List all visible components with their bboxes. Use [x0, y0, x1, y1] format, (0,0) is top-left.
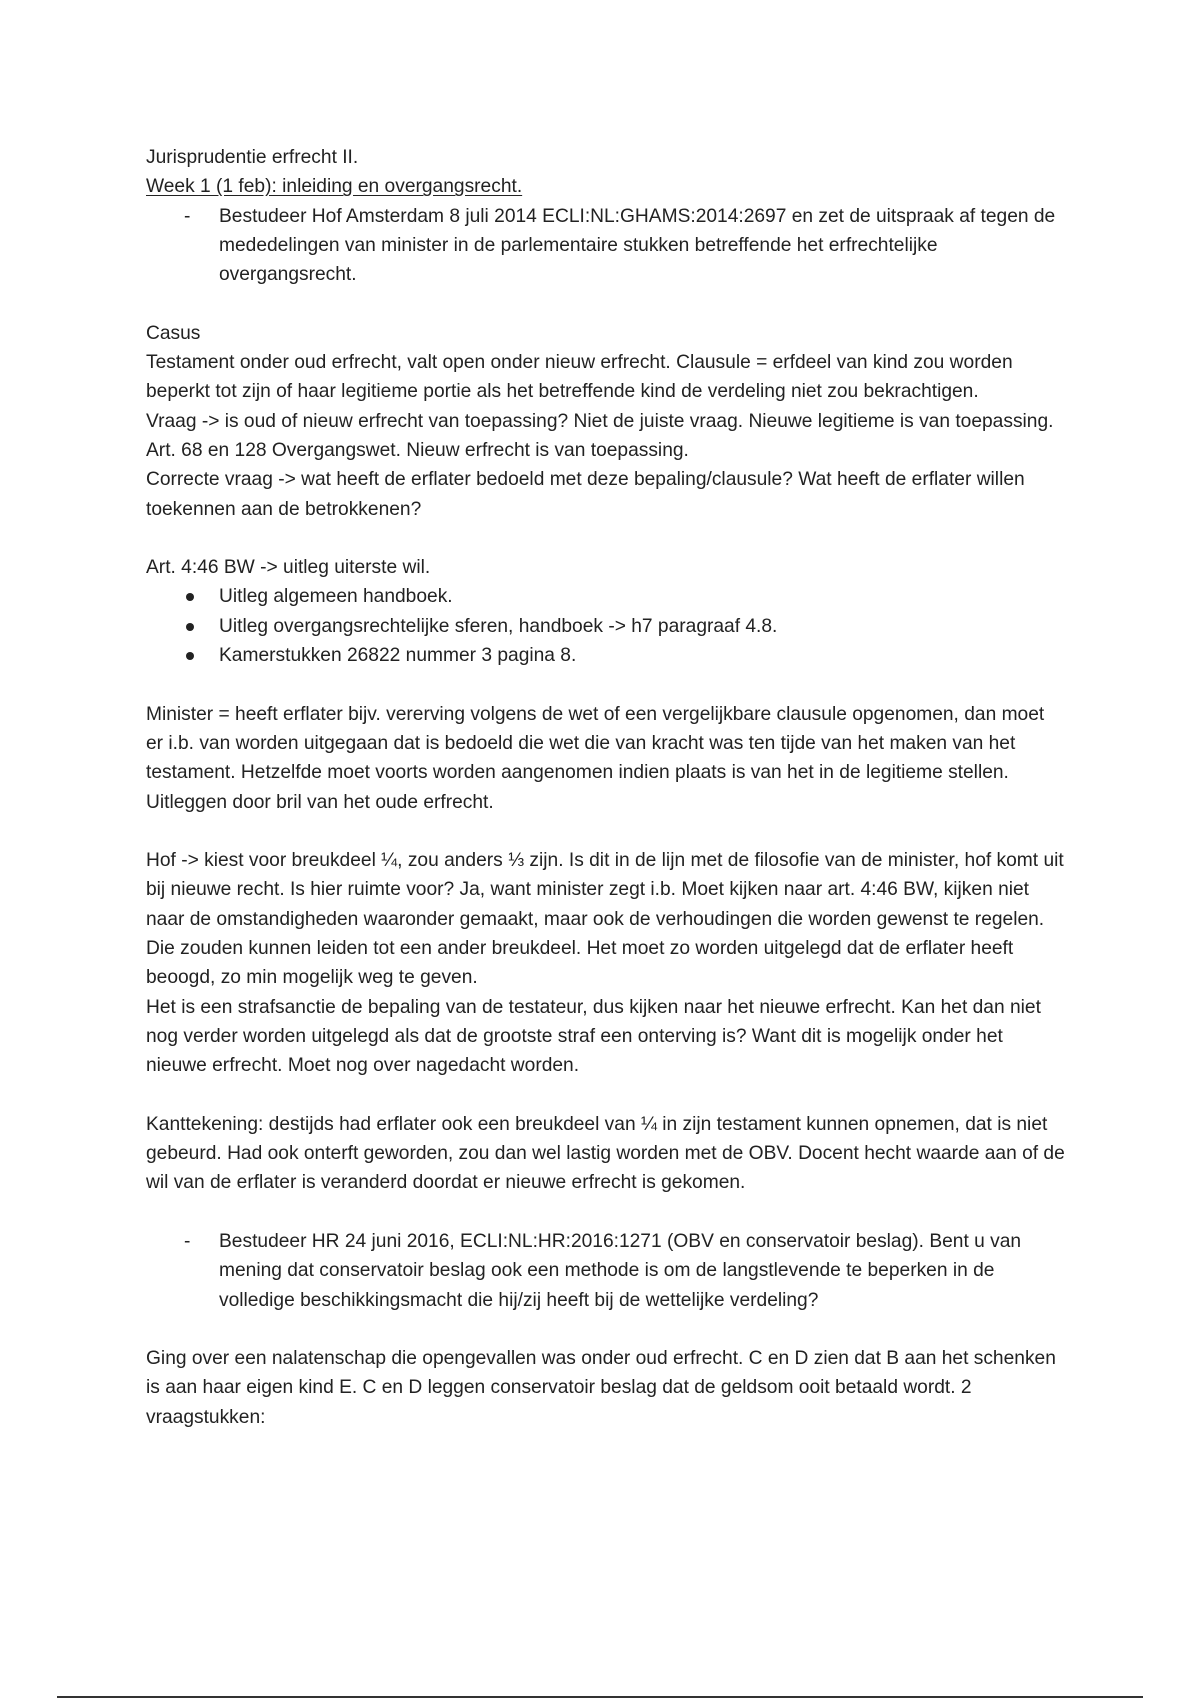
dash-marker: -: [184, 1230, 191, 1252]
spacer: [146, 817, 1066, 846]
spacer: [146, 670, 1066, 699]
bullet-text: Uitleg algemeen handboek.: [219, 586, 453, 608]
article-heading: Art. 4:46 BW -> uitleg uiterste wil.: [146, 557, 431, 579]
page-bottom-rule: [57, 1696, 1143, 1698]
task-text-1: Bestudeer Hof Amsterdam 8 juli 2014 ECLI:NL:GHAMS:2014:2697 en zet de uitspraak af tegen de mededelingen van minister in de parlementaire stukken betreffende het erfrechtelijke overgangsrecht.: [219, 205, 1056, 286]
bullet-item: [146, 582, 1066, 611]
document-title: Jurisprudentie erfrecht II.: [146, 147, 359, 168]
correcte-vraag-paragraph: Correcte vraag -> wat heeft de erflater bedoeld met deze bepaling/clausule? Wat heeft de erflater willen toekennen aan de betrokkenen?: [146, 469, 1025, 520]
spacer: [146, 1081, 1066, 1110]
bullet-item: [146, 612, 1066, 641]
spacer: [146, 1198, 1066, 1227]
task-text-2: Bestudeer HR 24 juni 2016, ECLI:NL:HR:2016:1271 (OBV en conservatoir beslag). Bent u van mening dat conservatoir beslag ook een methode is om de langstlevende te beperken in de volledige beschikkingsmacht die hij/zij heeft bij de wettelijke verdeling?: [219, 1230, 1022, 1311]
document-page: [146, 143, 1066, 1432]
nalatenschap-paragraph: Ging over een nalatenschap die opengevallen was onder oud erfrecht. C en D zien dat B aan het schenken is aan haar eigen kind E. C en D leggen conservatoir beslag dat de geldsom ooit betaald wordt. 2 vraagstukken:: [146, 1348, 1056, 1428]
bullet-text: Kamerstukken 26822 nummer 3 pagina 8.: [219, 645, 577, 667]
casus-paragraph: Testament onder oud erfrecht, valt open onder nieuw erfrecht. Clausule = erfdeel van kind zou worden beperkt tot zijn of haar legitieme portie als het betreffende kind de verdeling niet zou bekrachtigen.: [146, 352, 1013, 403]
spacer: [146, 1315, 1066, 1344]
bullet-text: Uitleg overgangsrechtelijke sferen, handboek -> h7 paragraaf 4.8.: [219, 615, 778, 637]
strafsanctie-paragraph: Het is een strafsanctie de bepaling van de testateur, dus kijken naar het nieuwe erfrecht. Kan het dan niet nog verder worden uitgelegd als dat de grootste straf een onterving is? Want dit is mogelijk onder het nieuwe erfrecht. Moet nog over nagedacht worden.: [146, 996, 1041, 1077]
task-item-2: [146, 1227, 1066, 1315]
dash-marker: -: [184, 205, 191, 227]
bullet-item: [146, 641, 1066, 670]
bullet-icon: [186, 593, 194, 601]
casus-heading: Casus: [146, 322, 201, 344]
spacer: [146, 289, 1066, 318]
bullet-icon: [186, 652, 194, 660]
vraag-paragraph: Vraag -> is oud of nieuw erfrecht van toepassing? Niet de juiste vraag. Nieuwe legitieme is van toepassing. Art. 68 en 128 Overgangswet. Nieuw erfrecht is van toepassing.: [146, 410, 1054, 461]
bullet-icon: [186, 623, 194, 631]
week-heading: Week 1 (1 feb): inleiding en overgangsrecht.: [146, 176, 523, 198]
minister-paragraph: Minister = heeft erflater bijv. vererving volgens de wet of een vergelijkbare clausule opgenomen, dan moet er i.b. van worden uitgegaan dat is bedoeld die wet die van kracht was ten tijde van het maken van het testament. Hetzelfde moet voorts worden aangenomen indien plaats is van het in de legitieme stellen. Uitleggen door bril van het oude erfrecht.: [146, 703, 1045, 813]
task-item-1: [146, 202, 1066, 290]
hof-paragraph: Hof -> kiest voor breukdeel ¼, zou anders ⅓ zijn. Is dit in de lijn met de filosofie van de minister, hof komt uit bij nieuwe recht. Is hier ruimte voor? Ja, want minister zegt i.b. Moet kijken naar art. 4:46 BW, kijken niet naar de omstandigheden waaronder gemaakt, maar ook de verhoudingen die worden gewenst te regelen. Die zouden kunnen leiden tot een ander breukdeel. Het moet zo worden uitgelegd dat de erflater heeft beoogd, zo min mogelijk weg te geven.: [146, 850, 1064, 989]
kanttekening-paragraph: Kanttekening: destijds had erflater ook een breukdeel van ¼ in zijn testament kunnen opnemen, dat is niet gebeurd. Had ook onterft geworden, zou dan wel lastig worden met de OBV. Docent hecht waarde aan of de wil van de erflater is veranderd doordat er nieuwe erfrecht is gekomen.: [146, 1113, 1065, 1194]
spacer: [146, 524, 1066, 553]
